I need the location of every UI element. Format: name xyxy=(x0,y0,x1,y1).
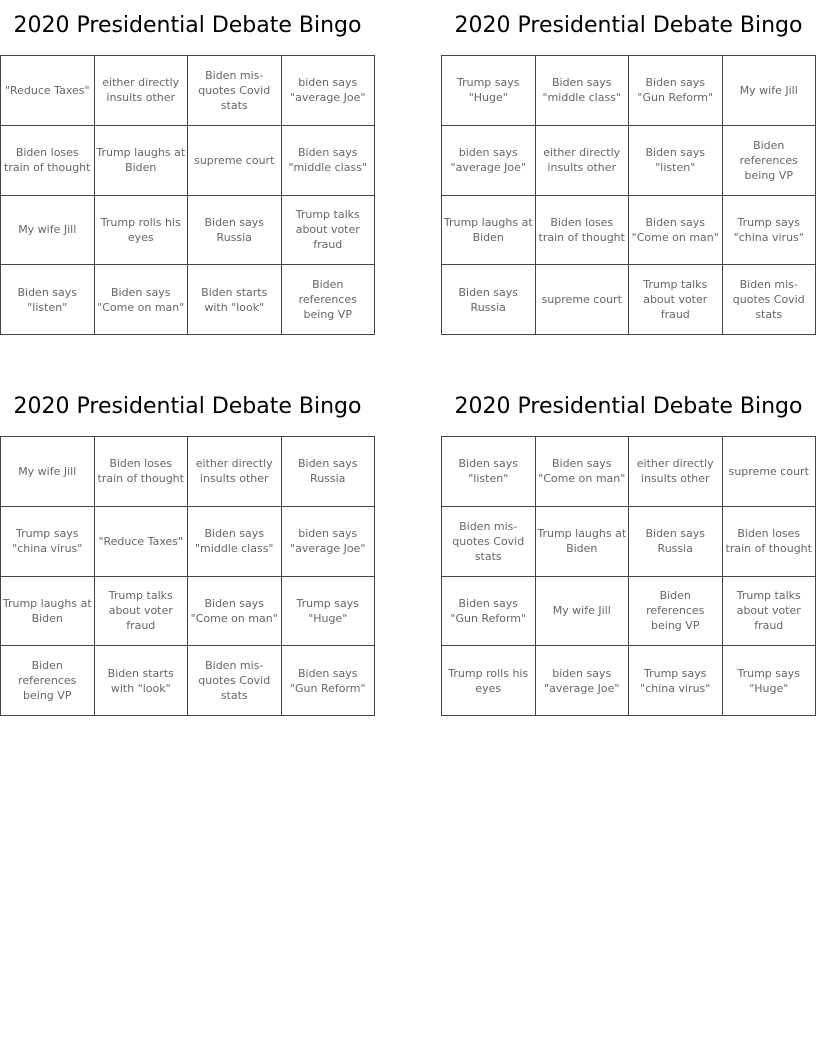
bingo-cell-text: Biden says "middle class" xyxy=(195,527,274,556)
bingo-cell-text: Biden mis-quotes Covid stats xyxy=(198,68,271,112)
bingo-cell xyxy=(442,265,536,335)
card-title: 2020 Presidential Debate Bingo xyxy=(454,394,803,419)
bingo-cell xyxy=(95,507,189,577)
bingo-cell-text: Biden says "listen" xyxy=(645,146,706,175)
bingo-cell xyxy=(629,437,723,507)
bingo-cell xyxy=(1,437,95,507)
bingo-cell xyxy=(536,507,630,577)
bingo-cell-text: either directly insults other xyxy=(195,457,273,486)
bingo-cell xyxy=(723,507,816,577)
bingo-cell xyxy=(95,196,189,266)
bingo-cell xyxy=(629,126,723,196)
bingo-cell xyxy=(95,646,189,716)
bingo-cell-text: Biden loses train of thought xyxy=(97,457,184,486)
bingo-cell xyxy=(95,265,189,335)
bingo-cell xyxy=(723,437,816,507)
bingo-cell xyxy=(1,126,95,196)
bingo-cell xyxy=(282,646,376,716)
bingo-cell-text: Trump laughs at Biden xyxy=(537,527,627,556)
bingo-cell-text: My wife Jill xyxy=(552,604,611,618)
bingo-cell xyxy=(723,646,816,716)
bingo-cell-text: biden says "average Joe" xyxy=(450,146,526,175)
bingo-cell-text: Biden says Russia xyxy=(204,215,265,244)
card-title: 2020 Presidential Debate Bingo xyxy=(13,394,362,419)
bingo-cell-text: Biden references being VP xyxy=(739,138,798,182)
bingo-cell xyxy=(1,56,95,126)
bingo-grid xyxy=(0,436,375,716)
bingo-cell-text: Biden loses train of thought xyxy=(725,527,812,556)
bingo-cell-text: Biden mis-quotes Covid stats xyxy=(732,278,805,322)
bingo-cell-text: Biden references being VP xyxy=(18,659,77,703)
bingo-cell-text: Trump laughs at Biden xyxy=(2,596,92,625)
bingo-cell-text: Biden says "listen" xyxy=(17,285,78,314)
bingo-cell xyxy=(1,196,95,266)
bingo-cell-text: Biden mis-quotes Covid stats xyxy=(452,519,525,563)
bingo-cell xyxy=(188,56,282,126)
bingo-cell xyxy=(723,265,816,335)
bingo-cell-text: Trump talks about voter fraud xyxy=(108,589,173,633)
bingo-grid xyxy=(441,55,816,335)
bingo-cell xyxy=(188,265,282,335)
bingo-cell xyxy=(188,126,282,196)
bingo-cell xyxy=(629,196,723,266)
bingo-cell-text: Biden mis-quotes Covid stats xyxy=(198,659,271,703)
bingo-cell xyxy=(442,507,536,577)
bingo-cell-text: Biden says "middle class" xyxy=(288,146,367,175)
bingo-cell xyxy=(442,196,536,266)
bingo-cell xyxy=(282,56,376,126)
bingo-cell xyxy=(188,437,282,507)
bingo-cell-text: Trump says "Huge" xyxy=(456,76,520,105)
bingo-cell-text: biden says "average Joe" xyxy=(544,666,620,695)
bingo-cell-text: Biden says "Come on man" xyxy=(538,457,626,486)
bingo-cell-text: either directly insults other xyxy=(636,457,714,486)
bingo-cell-text: Biden says "Come on man" xyxy=(97,285,185,314)
bingo-grid xyxy=(0,55,375,335)
bingo-cell-text: Biden says Russia xyxy=(645,527,706,556)
bingo-cell xyxy=(1,577,95,647)
bingo-cell-text: Trump laughs at Biden xyxy=(96,146,186,175)
bingo-cell-text: Biden starts with "look" xyxy=(201,285,268,314)
bingo-cell-text: Biden says "Come on man" xyxy=(190,596,278,625)
bingo-cell xyxy=(536,265,630,335)
bingo-cell-text: Biden references being VP xyxy=(298,278,357,322)
bingo-cell xyxy=(536,196,630,266)
bingo-cell xyxy=(723,577,816,647)
bingo-cell xyxy=(723,196,816,266)
card-title: 2020 Presidential Debate Bingo xyxy=(13,13,362,38)
bingo-cell-text: biden says "average Joe" xyxy=(290,527,366,556)
bingo-cell-text: Trump laughs at Biden xyxy=(443,215,533,244)
bingo-cell xyxy=(282,126,376,196)
bingo-cell-text: Trump says "Huge" xyxy=(296,596,359,625)
bingo-cell-text: supreme court xyxy=(728,464,809,478)
bingo-cell-text: Trump says "china virus" xyxy=(640,666,711,695)
bingo-cell xyxy=(282,507,376,577)
bingo-cell xyxy=(95,437,189,507)
bingo-cell xyxy=(282,196,376,266)
bingo-cell-text: Trump says "Huge" xyxy=(737,666,800,695)
bingo-cell xyxy=(1,265,95,335)
bingo-cell-text: Trump talks about voter fraud xyxy=(295,208,360,252)
bingo-cell xyxy=(442,646,536,716)
bingo-cell-text: Biden says Russia xyxy=(458,285,519,314)
bingo-cell xyxy=(723,126,816,196)
bingo-cell xyxy=(1,507,95,577)
bingo-cell-text: Trump talks about voter fraud xyxy=(643,278,708,322)
bingo-cell-text: My wife Jill xyxy=(739,83,798,97)
bingo-cell-text: Biden says "listen" xyxy=(458,457,519,486)
bingo-cell xyxy=(442,437,536,507)
bingo-cell-text: "Reduce Taxes" xyxy=(98,534,184,548)
bingo-cell-text: Biden says "Gun Reform" xyxy=(450,596,527,625)
bingo-cell xyxy=(723,56,816,126)
bingo-cell xyxy=(95,126,189,196)
bingo-cell-text: biden says "average Joe" xyxy=(290,76,366,105)
bingo-cell xyxy=(629,56,723,126)
bingo-cell-text: Biden starts with "look" xyxy=(107,666,174,695)
bingo-cell xyxy=(536,646,630,716)
bingo-cell xyxy=(1,646,95,716)
bingo-cell-text: either directly insults other xyxy=(102,76,180,105)
bingo-cell-text: Biden says Russia xyxy=(297,457,358,486)
bingo-cell-text: My wife Jill xyxy=(18,464,77,478)
bingo-cell xyxy=(188,577,282,647)
bingo-cell-text: Biden references being VP xyxy=(646,589,705,633)
bingo-cell-text: Biden says "Come on man" xyxy=(631,215,719,244)
bingo-cell-text: Biden loses train of thought xyxy=(4,146,91,175)
bingo-cell-text: Biden says "Gun Reform" xyxy=(637,76,714,105)
bingo-cell-text: supreme court xyxy=(541,293,622,307)
bingo-cell-text: Biden says "middle class" xyxy=(542,76,621,105)
bingo-cell-text: Trump rolls his eyes xyxy=(100,215,181,244)
bingo-cell xyxy=(629,577,723,647)
bingo-cell-text: Biden loses train of thought xyxy=(538,215,625,244)
bingo-cell xyxy=(442,577,536,647)
bingo-cell-text: Trump says "china virus" xyxy=(12,527,83,556)
bingo-cell xyxy=(188,507,282,577)
bingo-grid xyxy=(441,436,816,716)
bingo-cell-text: "Reduce Taxes" xyxy=(4,83,90,97)
bingo-cell xyxy=(95,56,189,126)
bingo-cell xyxy=(442,56,536,126)
bingo-cell xyxy=(188,646,282,716)
bingo-cell xyxy=(188,196,282,266)
bingo-cell xyxy=(442,126,536,196)
card-title: 2020 Presidential Debate Bingo xyxy=(454,13,803,38)
bingo-cell-text: Trump talks about voter fraud xyxy=(736,589,801,633)
bingo-cell xyxy=(95,577,189,647)
bingo-cell xyxy=(536,577,630,647)
bingo-cell-text: supreme court xyxy=(194,153,275,167)
bingo-cell-text: either directly insults other xyxy=(543,146,621,175)
bingo-cell xyxy=(629,265,723,335)
bingo-cell xyxy=(629,507,723,577)
bingo-cell xyxy=(629,646,723,716)
bingo-cell xyxy=(282,437,376,507)
bingo-cell xyxy=(536,437,630,507)
bingo-cell xyxy=(282,577,376,647)
bingo-cell-text: Biden says "Gun Reform" xyxy=(289,666,366,695)
bingo-cell-text: Trump says "china virus" xyxy=(733,215,804,244)
bingo-cell xyxy=(282,265,376,335)
bingo-cell xyxy=(536,126,630,196)
bingo-cell xyxy=(536,56,630,126)
bingo-cell-text: My wife Jill xyxy=(18,223,77,237)
bingo-cell-text: Trump rolls his eyes xyxy=(448,666,529,695)
